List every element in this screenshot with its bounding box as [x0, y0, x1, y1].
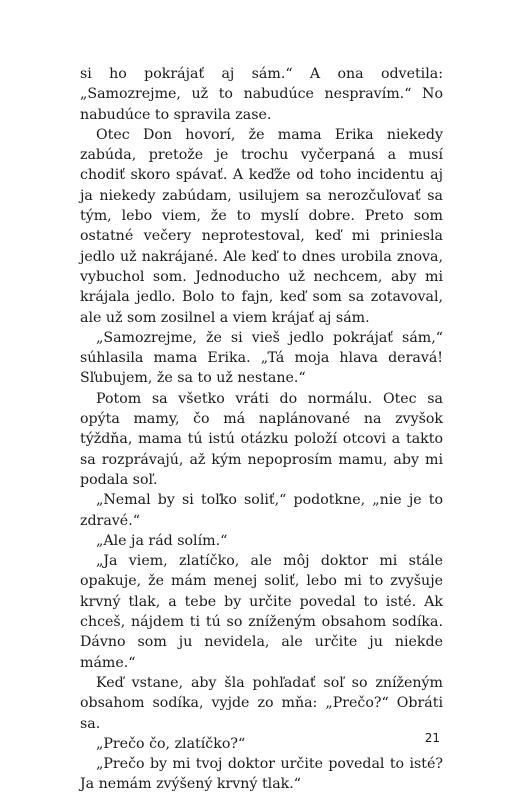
paragraph: Keď vstane, aby šla pohľadať soľ so zníženým obsahom sodíka, vyjde zo mňa: „Prečo?“ Obráti sa.	[80, 674, 443, 732]
paragraph: „Samozrejme, že si vieš jedlo pokrájať sám,“ súhlasila mama Erika. „Tá moja hlava deravá! Sľubujem, že sa to už nestane.“	[80, 329, 443, 387]
paragraph: „Prečo čo, zlatíčko?“	[96, 735, 246, 752]
paragraph: „Nemal by si toľko soliť,“ podotkne, „nie je to zdravé.“	[80, 492, 443, 529]
paragraph: Otec Don hovorí, že mama Erika niekedy zabúda, pretože je trochu vyčerpaná a musí chodiť skoro spávať. A keďže od toho incidentu aj ja niekedy zabúdam, usilujem sa nerozčuľovať sa tým, lebo viem, že to myslí dobre. Preto som ostatné večery neprotestoval, keď mi priniesla jedlo už nakrájané. Ale keď to dnes urobila znova, vybuchol som. Jednoducho už nechcem, aby mi krájala jedlo. Bolo to fajn, keď som sa zotavoval, ale už som zosilnel a viem krájať aj sám.	[80, 126, 443, 326]
paragraph: „Ja viem, zlatíčko, ale môj doktor mi stále opakuje, že mám menej soliť, lebo mi to zvyšuje krvný tlak, a tebe by určite povedal to isté. Ak chceš, nájdem ti tú so zníženým obsahom sodíka. Dávno som ju nevidela, ale určite ju niekde máme.“	[80, 553, 443, 671]
paragraph: „Ale ja rád solím.“	[96, 532, 228, 549]
paragraph: Potom sa všetko vráti do normálu. Otec sa opýta mamy, čo má naplánované na zvyšok týždňa, mama tú istú otázku položí otcovi a takto sa rozprávajú, až kým nepoprosím mamu, aby mi podala soľ.	[80, 390, 443, 488]
page-number: 21	[424, 731, 440, 745]
paragraph: si ho pokrájať aj sám.“ A ona odvetila: „Samozrejme, už to nabudúce nespravím.“ No nabudúce to spravila zase.	[80, 66, 443, 123]
body-text	[80, 64, 443, 795]
paragraph: „Prečo by mi tvoj doktor určite povedal to isté? Ja nemám zvýšený krvný tlak.“	[80, 756, 443, 793]
